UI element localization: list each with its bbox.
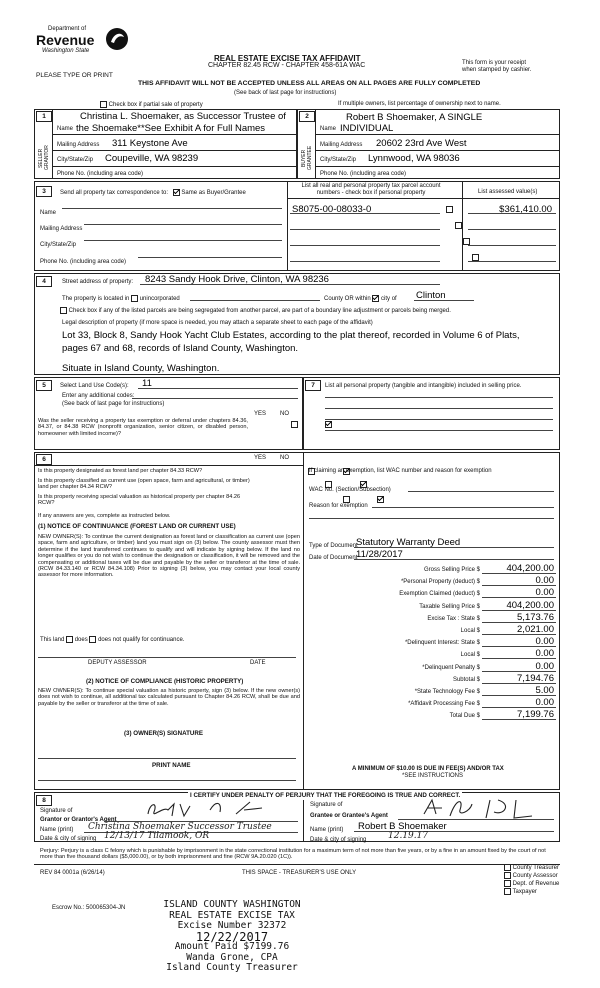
correspondence-label-row: [60, 189, 246, 196]
tax-row-value[interactable]: 0.00: [535, 660, 554, 672]
copy-item: [504, 888, 559, 896]
grantor-name-label: Name (print): [40, 827, 74, 833]
personal-property-label: List all personal property (tangible and intangible) included in selling price.: [325, 383, 522, 389]
copy-item: [504, 872, 559, 880]
tax-row-label: Local $: [460, 628, 480, 634]
form-chapter: CHAPTER 82.45 RCW - CHAPTER 458-61A WAC: [208, 62, 366, 69]
grantee-signature-of: Signature of: [310, 802, 343, 808]
copy-label: Dept. of Revenue: [511, 881, 560, 888]
grantor-agent-label: Grantor or Grantor's Agent: [40, 817, 117, 823]
tax-row-value[interactable]: 7,199.76: [517, 709, 554, 721]
city-of-checkbox[interactable]: [372, 295, 379, 302]
grantor-signature-of: Signature of: [40, 808, 73, 814]
partial-sale-checkbox[interactable]: [100, 101, 107, 108]
property-city[interactable]: Clinton: [416, 290, 446, 301]
exemption-no-checkbox[interactable]: [325, 421, 332, 428]
correspondence-label: Send all property tax correspondence to:: [60, 190, 169, 197]
escrow-number: Escrow No.: 500065304-JN: [52, 905, 126, 911]
does-qualify-checkbox[interactable]: [66, 636, 73, 643]
street-label: Street address of property:: [62, 279, 134, 285]
buyer-phone-label: Phone No. (including area code): [320, 171, 407, 177]
historic-question: Is this property receiving special valuation as historical property per chapter 84.26 RCW?: [38, 494, 241, 507]
form-title: REAL ESTATE EXCISE TAX AFFIDAVIT: [214, 54, 361, 63]
segregated-row: [60, 307, 451, 314]
doc-type-label: Type of Document: [309, 543, 358, 549]
copy-label: County Assessor: [511, 873, 558, 880]
grantee-agent-label: Grantee or Grantee's Agent: [310, 813, 388, 819]
parcel-personal-checkbox-3[interactable]: [463, 238, 470, 245]
seller-address-label: Mailing Address: [57, 142, 100, 148]
buyer-city-label: City/State/Zip: [320, 157, 357, 163]
seller-name-line2[interactable]: the Shoemake**See Exhibit A for Full Names: [76, 123, 266, 134]
see-instructions-note: *SEE INSTRUCTIONS: [402, 773, 464, 779]
grantee-date-city[interactable]: 12.19.17: [388, 831, 429, 841]
receipt-note: This form is your receipt when stamped by cashier.: [462, 60, 532, 73]
segregated-checkbox[interactable]: [60, 307, 67, 314]
assessor-date-label: DATE: [250, 660, 266, 666]
copy-item: [504, 880, 559, 888]
buyer-address[interactable]: 20602 23rd Ave West: [376, 138, 467, 149]
copy-checkbox[interactable]: [504, 864, 511, 871]
copy-distribution-list: [504, 864, 559, 896]
correspondence-address-label: Mailing Address: [40, 226, 83, 232]
logo-swoosh-icon: [104, 26, 130, 52]
seller-city[interactable]: Coupeville, WA 98239: [105, 153, 199, 164]
tax-row-value[interactable]: 5,173.76: [517, 611, 554, 623]
does-label: does: [74, 637, 88, 644]
perjury-notice: Perjury: Perjury is a class C felony which is punishable by imprisonment in the state correctional institution for a maximum term of not more than five years, or by a fine in an amount fixed by the court of not more than five thousand dollars ($5,000.00), or by both imprisonment and fine (RCW 9A.20.020 (1C)).: [40, 848, 546, 861]
seller-phone-label: Phone No. (including area code): [57, 171, 144, 177]
parcel-personal-checkbox-2[interactable]: [455, 222, 462, 229]
assessed-value[interactable]: $361,410.00: [499, 204, 552, 215]
section-1-number: 1: [36, 111, 52, 122]
correspondence-name-label: Name: [40, 210, 57, 216]
does-not-qualify-checkbox[interactable]: [89, 636, 96, 643]
partial-sale-label: Check box if partial sale of property: [108, 102, 203, 109]
legal-line-1[interactable]: Lot 33, Block 8, Sandy Hook Yacht Club Estates, according to the plat thereof, recorded in Volume 6 of Plats,: [62, 330, 520, 341]
stamp-line: Wanda Grone, CPA: [186, 951, 278, 963]
owner-signature-label: (3) OWNER(S) SIGNATURE: [124, 730, 203, 737]
property-location-row: [62, 295, 180, 302]
tax-row-label: Total Due $: [449, 713, 480, 720]
same-as-buyer-label: Same as Buyer/Grantee: [181, 190, 246, 197]
logo-dept-text: Department of: [48, 26, 87, 32]
seller-name-line1[interactable]: Christina L. Shoemaker, as Successor Trustee of: [80, 111, 286, 122]
property-street[interactable]: 8243 Sandy Hook Drive, Clinton, WA 98236: [145, 274, 329, 285]
tax-row-value[interactable]: 2,021.00: [517, 624, 554, 635]
tax-row-value[interactable]: 404,200.00: [506, 563, 554, 574]
tax-row-label: *Delinquent Interest: State $: [404, 640, 480, 647]
revision-number: REV 84 0001a (6/26/14): [40, 870, 105, 876]
tax-row-label: Taxable Selling Price $: [419, 603, 480, 610]
if-yes-instruction: If any answers are yes, complete as instructed below.: [38, 513, 171, 519]
this-land-label: This land: [40, 637, 65, 644]
unincorporated-checkbox[interactable]: [131, 295, 138, 302]
grantor-date-city[interactable]: 12/13/17 Tilamook, OR: [104, 831, 210, 841]
additional-codes-label: Enter any additional codes:: [62, 393, 135, 399]
deputy-assessor-label: DEPUTY ASSESSOR: [88, 660, 147, 666]
seller-city-label: City/State/Zip: [57, 157, 94, 163]
tax-row-label: Gross Selling Price $: [423, 567, 480, 573]
buyer-name-line1[interactable]: Robert B Shoemaker, A SINGLE: [346, 112, 483, 123]
see-back-note: (See back of last page for instructions): [234, 90, 337, 96]
tax-row-value[interactable]: 404,200.00: [506, 599, 554, 611]
copy-label: County Treasurer: [511, 865, 560, 872]
does-not-label: does not qualify for continuance.: [98, 637, 185, 644]
grantee-signature[interactable]: [420, 796, 550, 820]
stamp-line: Island County Treasurer: [166, 962, 298, 973]
print-name-label: PRINT NAME: [152, 762, 191, 769]
exemption-claim-label: If claiming an exemption, list WAC number and reason for exemption: [309, 468, 492, 474]
section-3-number: 3: [36, 186, 52, 197]
exemption-yes-checkbox[interactable]: [291, 421, 298, 428]
reason-label: Reason for exemption: [309, 503, 368, 509]
tax-row-label: Local $: [460, 652, 480, 659]
stamp-line: REAL ESTATE EXCISE TAX: [169, 909, 295, 921]
section-7-number: 7: [305, 380, 321, 391]
segregated-label: Check box if any of the listed parcels are being segregated from another parcel, are part of a boundary line adjustment or parcels being merged.: [68, 308, 451, 315]
tax-row-label: *State Technology Fee $: [414, 689, 480, 695]
city-of-label: city of: [381, 296, 397, 303]
grantee-date-label: Date & city of signing: [310, 837, 367, 843]
grantor-name-print[interactable]: Christina Shoemaker Successor Trustee: [88, 822, 272, 832]
section-6-number: 6: [36, 454, 52, 465]
treasurer-use-only: THIS SPACE - TREASURER'S USE ONLY: [242, 870, 357, 876]
print-instruction: PLEASE TYPE OR PRINT: [36, 72, 113, 79]
land-use-code[interactable]: 11: [142, 378, 152, 389]
stamp-line: Excise Number 32372: [177, 920, 287, 931]
parcel-header: List all real and personal property tax parcel account numbers - check box if personal property: [301, 183, 441, 196]
parcel-personal-checkbox-4[interactable]: [472, 254, 479, 261]
section-4-number: 4: [36, 276, 52, 287]
no-header-5: NO: [280, 411, 289, 417]
tax-row-value[interactable]: 0.00: [535, 575, 554, 587]
yes-header-6: YES: [254, 455, 267, 461]
land-use-see-back: (See back of last page for instructions): [62, 401, 165, 407]
county-within-label: County OR within: [324, 296, 371, 303]
grantor-date-label: Date & city of signing: [40, 836, 97, 842]
grantor-signature-scribble-icon: [140, 798, 290, 820]
parcel-number[interactable]: S8075-00-08033-0: [292, 204, 372, 215]
grantee-name-label: Name (print): [310, 827, 344, 833]
perjury-certification: I CERTIFY UNDER PENALTY OF PERJURY THAT THE FOREGOING IS TRUE AND CORRECT.: [190, 792, 461, 799]
assessed-header: List assessed value(s): [478, 189, 538, 195]
seller-side-label: SELLER GRANTOR: [38, 145, 50, 171]
yes-header-5: YES: [254, 411, 267, 417]
this-land-row: [40, 636, 184, 643]
copy-label: Taxpayer: [511, 889, 537, 896]
same-as-buyer-checkbox[interactable]: [173, 189, 180, 196]
logo-state-text: Washington State: [42, 48, 90, 54]
legal-label: Legal description of property (if more space is needed, you may attach a separate sheet to each page of the affidavit): [62, 320, 373, 326]
buyer-address-label: Mailing Address: [320, 142, 363, 148]
logo-name-text: Revenue: [36, 32, 95, 48]
treasurer-stamp: [142, 900, 322, 974]
land-use-label: Select Land Use Code(s):: [60, 383, 129, 389]
exemption-question: Was the seller receiving a property tax exemption or deferral under chapters 84.36, 84.37, or 84.38 RCW (nonprofit organization, senior citizen, or disabled person, homeowner with limited income)?: [38, 418, 248, 437]
acceptance-warning: THIS AFFIDAVIT WILL NOT BE ACCEPTED UNLESS ALL AREAS ON ALL PAGES ARE FULLY COMPLETED: [138, 80, 481, 87]
seller-address[interactable]: 311 Keystone Ave: [112, 138, 188, 149]
notice-2-title: (2) NOTICE OF COMPLIANCE (HISTORIC PROPERTY): [86, 678, 244, 685]
correspondence-phone-label: Phone No. (including area code): [40, 259, 127, 265]
unincorporated-label: unincorporated: [139, 296, 180, 303]
tax-row-value[interactable]: 7,194.76: [517, 672, 554, 684]
tax-row-value[interactable]: 0.00: [535, 636, 554, 648]
buyer-city[interactable]: Lynnwood, WA 98036: [368, 153, 460, 164]
seller-name-label: Name: [57, 126, 74, 132]
doc-date[interactable]: 11/28/2017: [356, 549, 403, 560]
grantor-signature[interactable]: [140, 798, 290, 820]
notice-2-body: NEW OWNER(S): To continue special valuation as historic property, sign (3) below. If the new owner(s) does not wish to continue, all additional tax calculated pursuant to Chapter 84.26 RCW, shall be due and payable by the seller or transferor at the time of sale.: [38, 688, 300, 707]
county-within-row: [324, 295, 397, 302]
no-header-6: NO: [280, 455, 289, 461]
copy-checkbox[interactable]: [504, 888, 511, 895]
copy-item: [504, 864, 559, 872]
tax-row-label: Exemption Claimed (deduct) $: [399, 591, 480, 598]
copy-checkbox[interactable]: [504, 872, 511, 879]
multiple-owners-note: If multiple owners, list percentage of ownership next to name.: [338, 101, 501, 107]
grantee-name-print[interactable]: Robert B Shoemaker: [358, 821, 447, 832]
tax-row-label: *Affidavit Processing Fee $: [408, 701, 480, 708]
notice-1-body: NEW OWNER(S): To continue the current designation as forest land or classification as current use (open space, farm and agriculture, or timber) land you must sign on (3) below. The county assessor must then determine if the land transferred continues to qualify and will indicate by signing below. If the land no longer qualifies or you do not wish to continue the designation or classification, it will be removed and the compensating or additional taxes will be due and payable by the seller or transferor at the time of sale. (RCW 84.33.140 or RCW 84.34.108) Prior to signing (3) below, you may contact your local county assessor for more information.: [38, 534, 300, 579]
tax-row-value[interactable]: 0.00: [535, 648, 554, 660]
doc-type[interactable]: Statutory Warranty Deed: [356, 537, 461, 548]
historic-yes-checkbox[interactable]: [343, 496, 350, 503]
stamp-line: Amount Paid $7199.76: [174, 941, 290, 952]
legal-line-2[interactable]: pages 67 and 68, records of Island County, Washington.: [62, 343, 299, 354]
minimum-due-note: A MINIMUM OF $10.00 IS DUE IN FEE(S) AND/OR TAX: [352, 766, 504, 772]
current-use-question: Is this property classified as current use (open space, farm and agricultural, or timber) land per chapter 84.34 RCW?: [38, 478, 250, 491]
tax-row-value[interactable]: 0.00: [535, 587, 554, 599]
forest-land-question: Is this property designated as forest land per chapter 84.33 RCW?: [38, 468, 203, 474]
buyer-name-label: Name: [320, 126, 337, 132]
partial-sale-option[interactable]: [100, 101, 203, 108]
buyer-name-line2[interactable]: INDIVIDUAL: [340, 123, 394, 134]
stamp-line: 12/22/2017: [195, 929, 269, 944]
tax-row-value[interactable]: 0.00: [535, 697, 554, 709]
historic-no-checkbox[interactable]: [377, 496, 384, 503]
section-5-number: 5: [36, 380, 52, 391]
section-8-number: 8: [36, 795, 52, 806]
doc-date-label: Date of Document: [309, 555, 358, 561]
tax-row-label: *Delinquent Penalty $: [422, 664, 480, 671]
grantee-signature-scribble-icon: [420, 796, 550, 820]
tax-row-label: Excise Tax : State $: [427, 615, 480, 622]
tax-row-label: Subtotal $: [452, 676, 480, 683]
correspondence-city-label: City/State/Zip: [40, 242, 77, 248]
tax-row-value[interactable]: 5.00: [535, 685, 554, 696]
parcel-personal-checkbox-1[interactable]: [446, 206, 453, 213]
notice-1-title: (1) NOTICE OF CONTINUANCE (FOREST LAND OR CURRENT USE): [38, 523, 236, 530]
buyer-side-label: BUYER GRANTEE: [301, 145, 313, 171]
stamp-line: ISLAND COUNTY WASHINGTON: [163, 899, 301, 910]
copy-checkbox[interactable]: [504, 880, 511, 887]
legal-line-3[interactable]: Situate in Island County, Washington.: [62, 363, 220, 374]
revenue-logo: [36, 24, 136, 60]
wac-label: WAC No. (Section/Subsection): [309, 487, 391, 493]
section-2-number: 2: [299, 111, 315, 122]
tax-row-label: *Personal Property (deduct) $: [400, 579, 480, 586]
located-label: The property is located in: [62, 296, 130, 303]
